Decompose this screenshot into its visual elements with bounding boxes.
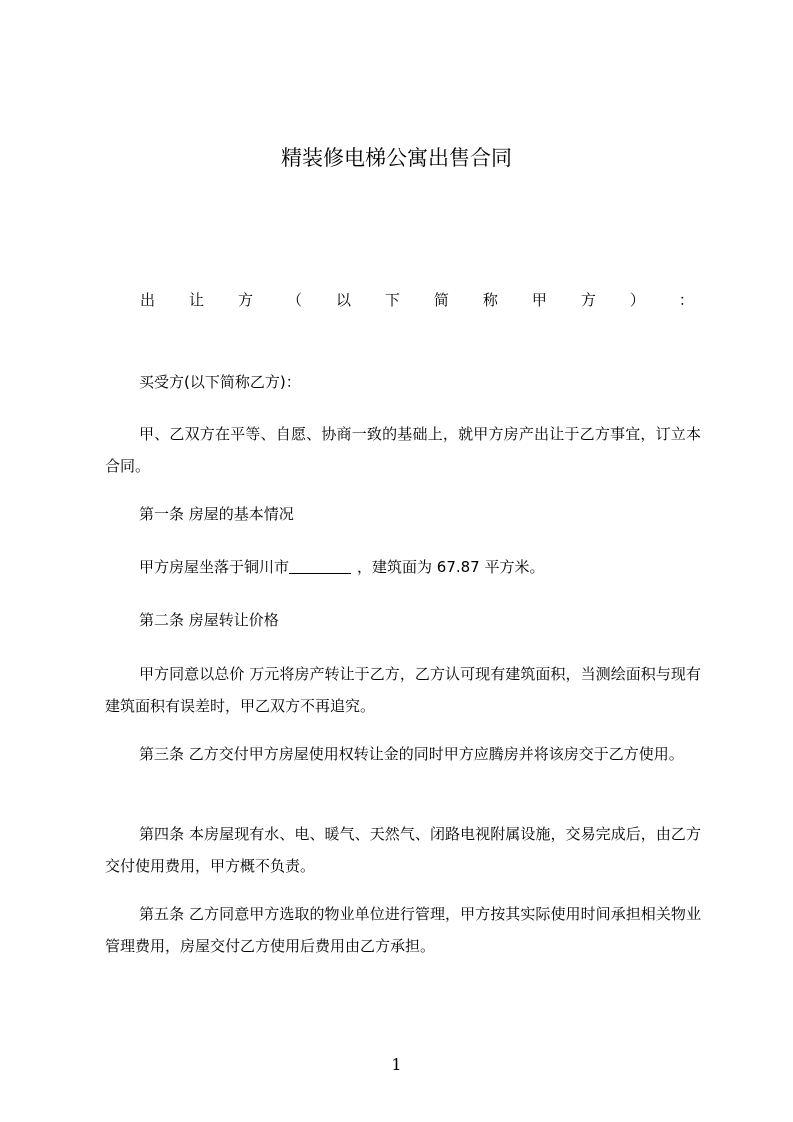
article-3: 第三条 乙方交付甲方房屋使用权转让金的同时甲方应腾房并将该房交于乙方使用。 xyxy=(139,745,684,763)
article-1-body xyxy=(105,551,701,583)
seller-char: 称 xyxy=(482,291,498,309)
seller-char: 出 xyxy=(140,291,156,309)
location-prefix: 甲方房屋坐落于铜川市 xyxy=(139,558,290,576)
area-text: ，建筑面为 67.87 平方米。 xyxy=(357,558,545,576)
article-1-heading: 第一条 房屋的基本情况 xyxy=(139,505,294,523)
seller-char: 方 xyxy=(237,291,253,309)
location-blank xyxy=(289,559,351,574)
seller-char: 甲 xyxy=(531,291,547,309)
seller-char: 简 xyxy=(433,291,449,309)
page-number: 1 xyxy=(391,1055,402,1074)
article-2-body: 甲方同意以总价 万元将房产转让于乙方，乙方认可现有建筑面积，当测绘面积与现有建筑面积有误差时，甲乙双方不再追究。 xyxy=(105,665,701,715)
article-4: 第四条 本房屋现有水、电、暖气、天然气、闭路电视附属设施，交易完成后，由乙方交付使用费用，甲方概不负责。 xyxy=(105,825,701,875)
seller-char: （ xyxy=(286,291,302,309)
seller-char: 让 xyxy=(188,291,204,309)
article-2-heading: 第二条 房屋转让价格 xyxy=(139,611,279,629)
seller-char: ： xyxy=(678,291,694,309)
buyer-line: 买受方(以下简称乙方)： xyxy=(139,373,301,391)
seller-char: 下 xyxy=(384,291,400,309)
article-5: 第五条 乙方同意甲方选取的物业单位进行管理，甲方按其实际使用时间承担相关物业管理费用，房屋交付乙方使用后费用由乙方承担。 xyxy=(105,905,701,955)
seller-char: ） xyxy=(629,291,645,309)
intro-paragraph: 甲、乙双方在平等、自愿、协商一致的基础上，就甲方房产出让于乙方事宜，订立本合同。 xyxy=(105,425,701,475)
seller-char: 以 xyxy=(335,291,351,309)
seller-char: 方 xyxy=(580,291,596,309)
document-title: 精装修电梯公寓出售合同 xyxy=(281,146,512,170)
seller-line xyxy=(140,288,694,312)
